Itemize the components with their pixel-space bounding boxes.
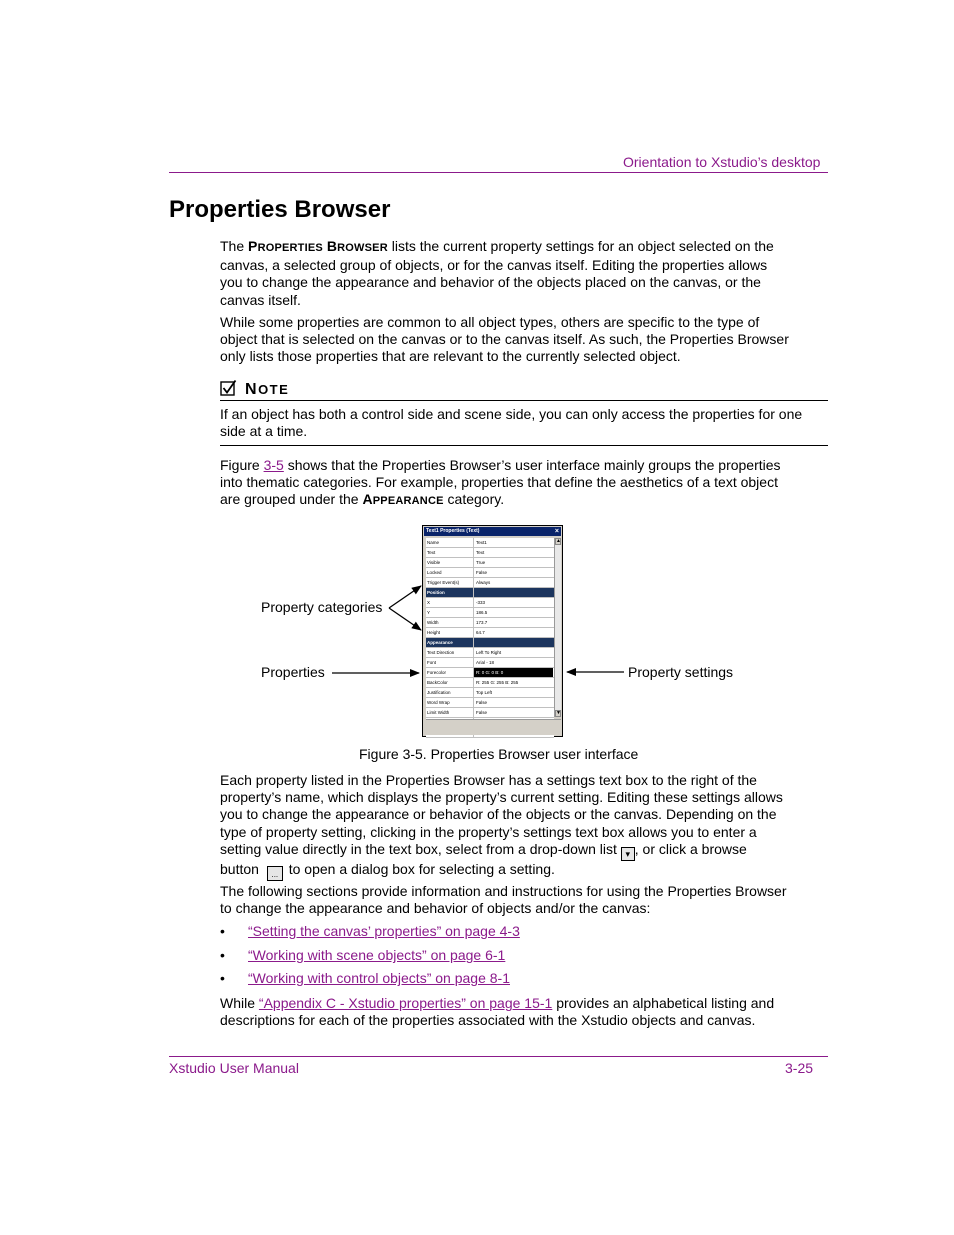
- arrow-to-appearance-category: [389, 608, 421, 630]
- paragraph-6: [220, 995, 800, 1029]
- property-name: Word Wrap: [427, 700, 450, 705]
- text-run: The: [220, 238, 249, 254]
- scroll-down-icon[interactable]: ▼: [556, 710, 561, 716]
- text-run: lists the current property settings for an object selected on the: [387, 238, 774, 254]
- link-canvas-properties[interactable]: “Setting the canvas’ properties” on page 4-3: [248, 923, 520, 939]
- page-title: Properties Browser: [169, 196, 391, 223]
- property-value[interactable]: Text: [473, 548, 553, 557]
- window-title: Text1 Properties (Text): [426, 528, 480, 534]
- bullet-mark: •: [220, 970, 225, 986]
- property-name: BackColor: [427, 680, 448, 685]
- callout-property-settings: Property settings: [628, 664, 734, 680]
- property-name: Text: [427, 550, 436, 555]
- text-run: category.: [443, 491, 505, 508]
- property-name: Font: [427, 660, 437, 665]
- text-line: only lists those properties that are relevant to the currently selected object.: [220, 348, 681, 365]
- text-line: into thematic categories. For example, properties that define the aesthetics of a text object: [220, 474, 778, 491]
- text-run: While: [220, 995, 259, 1011]
- text-line: descriptions for each of the properties associated with the Xstudio objects and canvas.: [220, 1012, 756, 1029]
- text-run: , or click a browse: [634, 840, 747, 857]
- property-value[interactable]: R: 0 G: 0 B: 0: [473, 668, 553, 677]
- text-line: to change the appearance and behavior of objects and/or the canvas:: [220, 900, 651, 917]
- link-appendix-c[interactable]: “Appendix C - Xstudio properties” on page 15-1: [258, 995, 553, 1011]
- property-value[interactable]: 173.7: [473, 618, 553, 627]
- text-line: property’s name, which displays the property’s current setting. Editing these settings allows: [220, 789, 783, 806]
- text-line: Each property listed in the Properties Browser has a settings text box to the right of the: [220, 772, 757, 788]
- property-name: X: [427, 600, 431, 605]
- property-name: Justification: [427, 690, 451, 695]
- callout-properties: Properties: [261, 664, 325, 680]
- text-run: are grouped under the: [220, 491, 363, 508]
- property-value[interactable]: False: [473, 708, 553, 717]
- text-line: canvas itself.: [220, 291, 301, 308]
- property-value[interactable]: Text1: [473, 538, 553, 547]
- text-line: type of property setting, clicking in the property’s settings text box allows you to enter a: [220, 823, 757, 840]
- note-heading: NOTE: [245, 381, 290, 398]
- text-run: provides an alphabetical listing and: [552, 995, 775, 1011]
- property-value[interactable]: 186.5: [473, 608, 553, 617]
- text-line: The following sections provide information and instructions for using the Properties Browser: [220, 883, 787, 899]
- category-name: Appearance: [427, 640, 453, 645]
- property-value[interactable]: 64.7: [473, 628, 553, 637]
- property-value[interactable]: Always: [473, 578, 553, 587]
- figure-link[interactable]: 3-5: [263, 457, 284, 473]
- property-name: Locked: [427, 570, 442, 575]
- term-appearance: APPEARANCE: [362, 491, 444, 508]
- link-control-objects[interactable]: “Working with control objects” on page 8-1: [248, 970, 510, 986]
- property-value[interactable]: False: [473, 568, 553, 577]
- text-line: canvas, a selected group of objects, or for the canvas itself. Editing the properties allows: [220, 257, 768, 274]
- property-name: Forecolor: [427, 670, 447, 675]
- arrow-to-position-category: [389, 586, 421, 608]
- bullet-mark: •: [220, 923, 225, 939]
- property-value[interactable]: Arial - 18: [473, 658, 553, 667]
- text-run: Figure: [220, 457, 264, 473]
- footer-rule: [169, 1056, 828, 1057]
- scroll-up-icon[interactable]: ▲: [556, 538, 561, 544]
- property-name: Height: [427, 630, 441, 635]
- category-name: Position: [427, 590, 445, 595]
- text-run: button: [220, 860, 263, 877]
- text-line: side at a time.: [220, 423, 308, 440]
- property-value[interactable]: Top Left: [473, 688, 553, 697]
- running-header: Orientation to Xstudio’s desktop: [623, 154, 821, 170]
- footer-title: Xstudio User Manual: [169, 1060, 299, 1076]
- browse-button-icon: ...: [267, 866, 283, 881]
- page-number: 3-25: [785, 1060, 814, 1076]
- property-name: Y: [427, 610, 431, 615]
- property-value[interactable]: False: [473, 698, 553, 707]
- dropdown-button-icon: ▾: [621, 847, 635, 861]
- term-properties: PROPERTIES: [248, 238, 323, 254]
- close-icon[interactable]: ×: [554, 528, 559, 535]
- text-line: If an object has both a control side and scene side, you can only access the properties for one: [220, 406, 803, 422]
- text-run: setting value directly in the text box, select from a drop-down list: [220, 840, 621, 857]
- callout-property-categories: Property categories: [261, 599, 383, 615]
- property-name: Name: [427, 540, 440, 545]
- term-browser: BROWSER: [326, 238, 388, 254]
- text-line: you to change the appearance or behavior of the objects or the canvas. Depending on the: [220, 806, 777, 823]
- text-line: object that is selected on the canvas or to the canvas itself. As such, the Properties Browser: [220, 331, 789, 348]
- text-line: While some properties are common to all object types, others are specific to the type of: [220, 314, 760, 330]
- text-run: shows that the Properties Browser’s user interface mainly groups the properties: [283, 457, 781, 473]
- property-name: Width: [427, 620, 439, 625]
- property-value[interactable]: True: [473, 558, 553, 567]
- property-value[interactable]: -333: [473, 598, 553, 607]
- figure-caption: Figure 3-5. Properties Browser user interface: [359, 746, 639, 762]
- text-line: you to change the appearance and behavior of the objects placed on the canvas, or the: [220, 274, 761, 291]
- link-scene-objects[interactable]: “Working with scene objects” on page 6-1: [248, 947, 506, 963]
- property-name: Text Direction: [427, 650, 455, 655]
- paragraph-4: [220, 772, 800, 881]
- property-name: Trigger Event(s): [427, 580, 460, 585]
- bullet-mark: •: [220, 947, 225, 963]
- property-name: Limit Width: [427, 710, 450, 715]
- paragraph-5: [220, 883, 800, 917]
- text-run: to open a dialog box for selecting a setting.: [284, 860, 555, 877]
- property-name: Visible: [427, 560, 441, 565]
- property-value[interactable]: R: 255 G: 255 B: 255: [473, 678, 553, 687]
- property-value[interactable]: Left To Right: [473, 648, 553, 657]
